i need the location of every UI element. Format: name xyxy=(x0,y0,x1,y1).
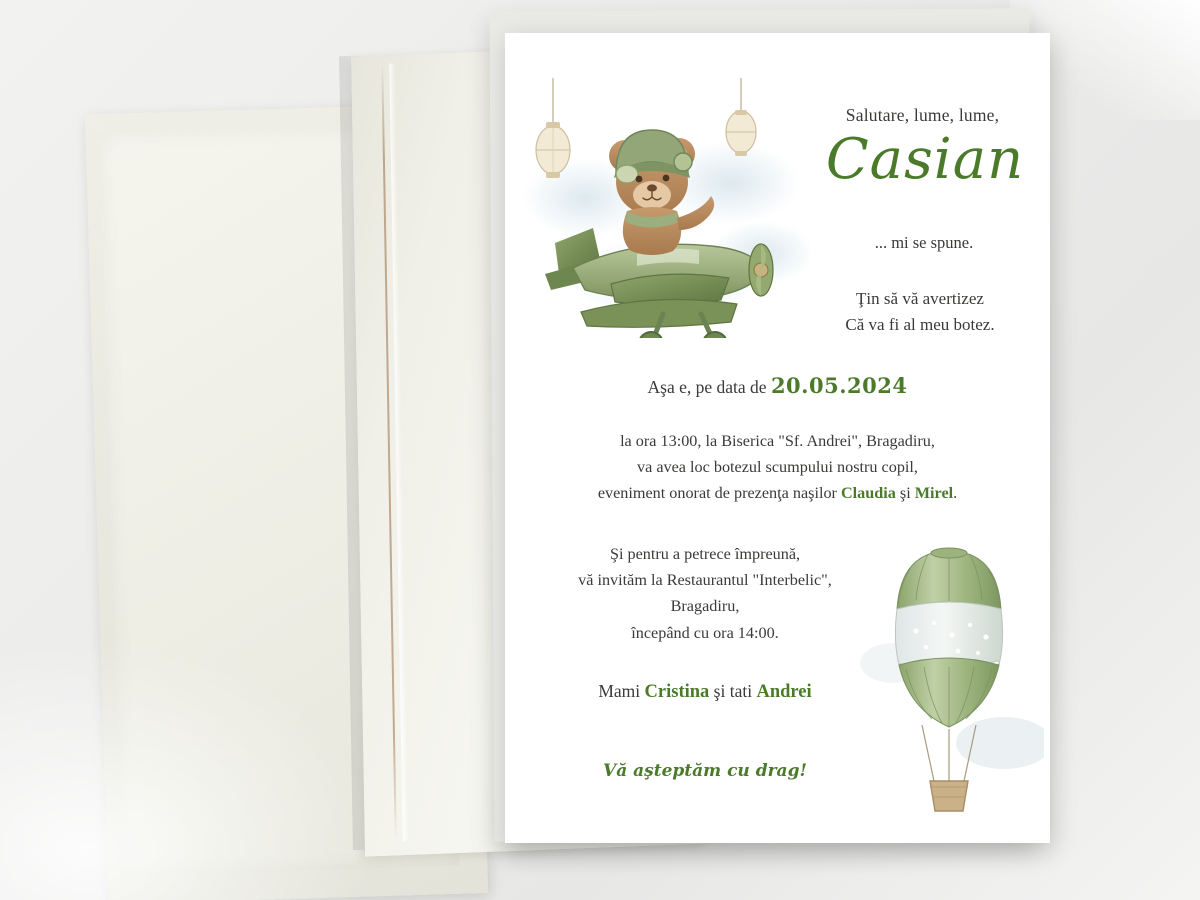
teddy-bear-airplane-illustration xyxy=(515,78,810,338)
date-prefix: Aşa e, pe data de xyxy=(647,377,767,397)
parents-conjunction: şi tati xyxy=(713,681,753,701)
godparents-prefix: eveniment onorat de prezenţa naşilor xyxy=(597,484,837,503)
church-details xyxy=(505,428,1050,507)
parents-prefix: Mami xyxy=(598,681,641,701)
warning-verse xyxy=(795,286,1045,337)
party-line-2: vă invităm la Restaurantul "Interbelic", xyxy=(578,571,832,590)
party-line-1: Şi pentru a petrece împreună, xyxy=(609,545,801,563)
closing-line: Vă aşteptăm cu drag! xyxy=(603,761,807,781)
invitation-card-content xyxy=(505,33,1050,843)
church-line-2: va avea loc botezul scumpului nostru copil, xyxy=(637,458,918,477)
godparent-name-1: Claudia xyxy=(840,484,896,503)
parents-line xyxy=(505,681,905,703)
greeting-line: Salutare, lume, lume, xyxy=(845,105,1000,125)
event-date: 20.05.2024 xyxy=(770,373,908,398)
event-date-line xyxy=(505,373,1050,398)
invitation-card xyxy=(505,33,1050,843)
party-line-3: Bragadiru, xyxy=(670,597,740,616)
church-line-1: la ora 13:00, la Biserica "Sf. Andrei", Bragadiru, xyxy=(620,432,935,450)
party-line-4: începând cu ora 14:00. xyxy=(631,623,779,642)
warning-line-1: Ţin să vă avertizez xyxy=(856,289,984,308)
father-name: Andrei xyxy=(756,682,812,702)
church-line-3-end: . xyxy=(953,484,958,503)
child-name: Casian xyxy=(825,127,1025,192)
church-line-3 xyxy=(505,480,1050,506)
name-subtitle: ... mi se spune. xyxy=(874,233,974,252)
warning-line-2: Că va fi al meu botez. xyxy=(845,314,995,334)
party-details xyxy=(505,541,905,646)
godparent-name-2: Mirel xyxy=(914,484,954,503)
godparents-conjunction: şi xyxy=(899,484,911,503)
mother-name: Cristina xyxy=(644,682,710,702)
